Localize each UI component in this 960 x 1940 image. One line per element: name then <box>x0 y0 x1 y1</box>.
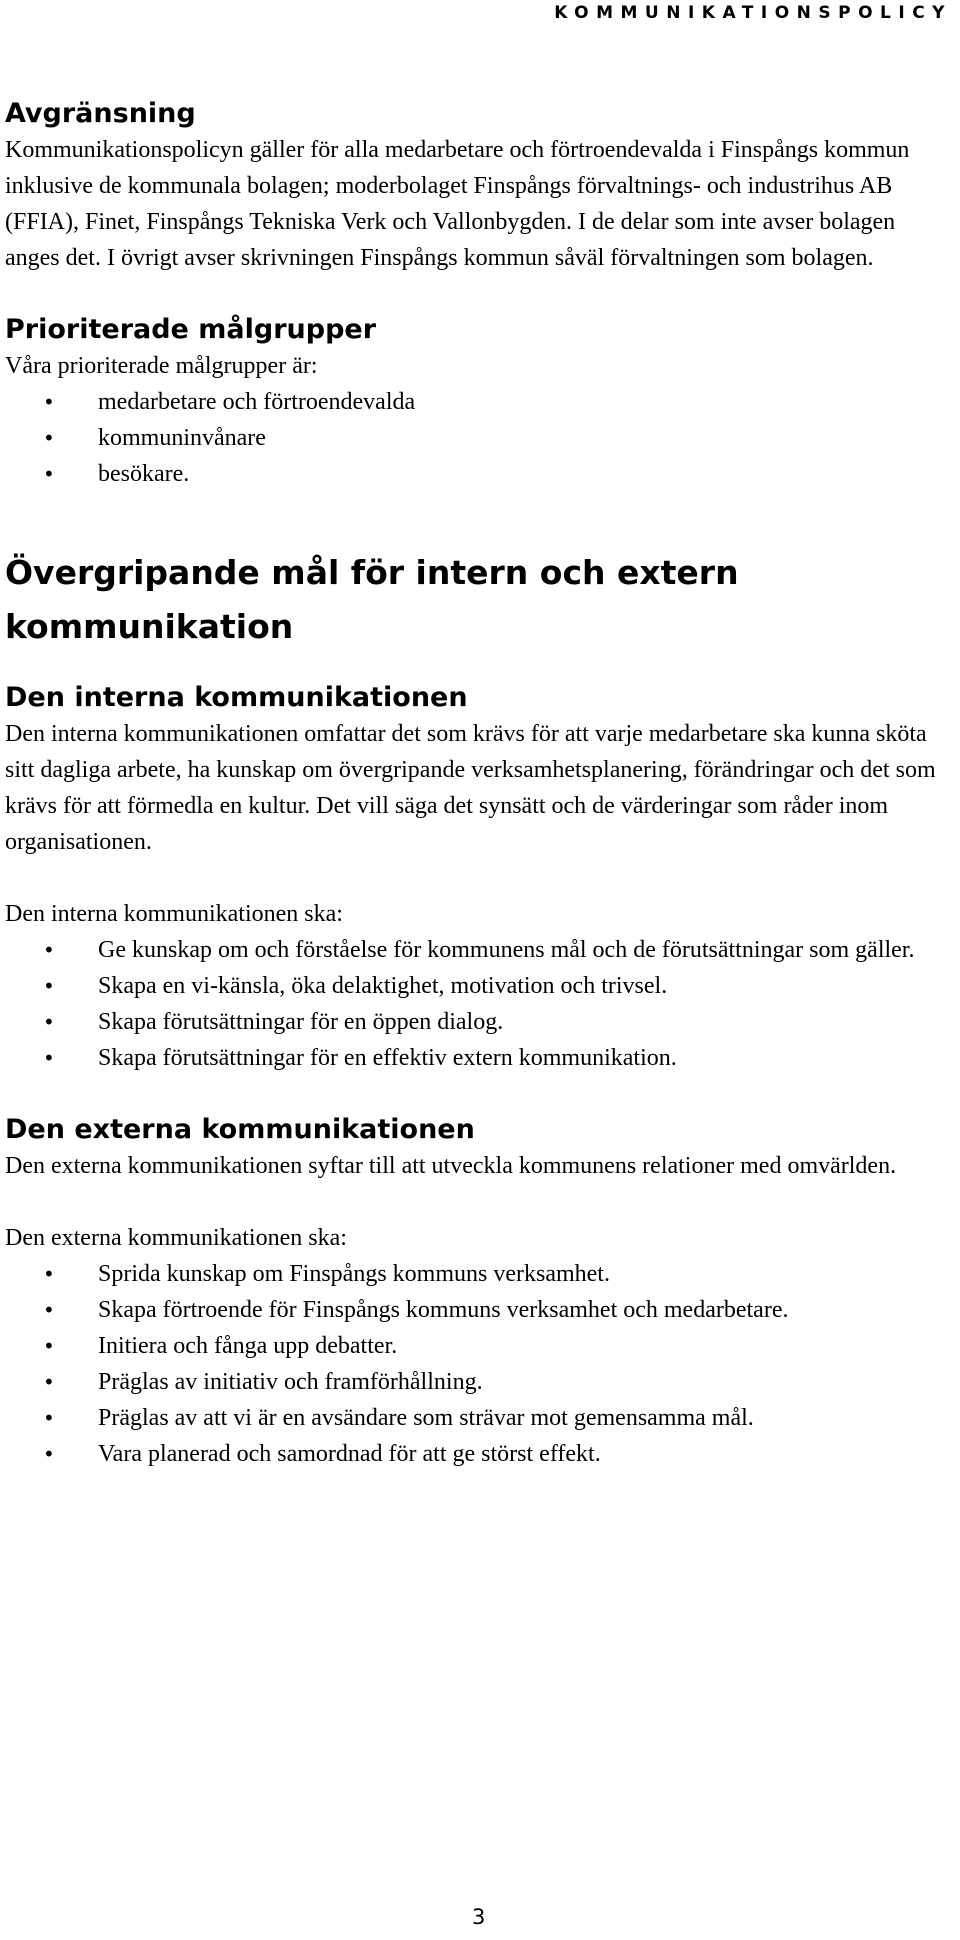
bullet-icon: • <box>43 1370 55 1394</box>
list-item <box>5 1400 955 1436</box>
malgrupper-intro: Våra prioriterade målgrupper är: <box>5 353 318 379</box>
list-item-text: medarbetare och förtroendevalda <box>98 389 416 415</box>
list-item <box>5 1292 955 1328</box>
section-heading-malgrupper: Prioriterade målgrupper <box>5 314 377 345</box>
section-heading-avgransning: Avgränsning <box>5 98 196 129</box>
bullet-icon: • <box>43 1010 55 1034</box>
bullet-icon: • <box>43 1442 55 1466</box>
list-item-text: Skapa en vi-känsla, öka delaktighet, motivation och trivsel. <box>98 973 668 999</box>
list-item-text: Präglas av att vi är en avsändare som strävar mot gemensamma mål. <box>98 1405 754 1431</box>
page-number: 3 <box>472 1905 486 1929</box>
intern-paragraph: Den interna kommunikationen omfattar det som krävs för att varje medarbetare ska kunna sköta sitt dagliga arbete, ha kunskap om övergripande verksamhetsplanering, förändringar och det som krävs för att förmedla en kultur. Det vill säga det synsätt och de värderingar som råder inom organisationen. <box>5 721 936 855</box>
list-item <box>5 420 955 456</box>
bullet-icon: • <box>43 1334 55 1358</box>
list-item-text: Skapa förutsättningar för en effektiv extern kommunikation. <box>98 1045 677 1071</box>
list-item <box>5 1364 955 1400</box>
bullet-icon: • <box>43 938 55 962</box>
malgrupper-list <box>5 384 955 492</box>
list-item <box>5 1256 955 1292</box>
list-item <box>5 932 955 968</box>
bullet-icon: • <box>43 1298 55 1322</box>
list-item-text: besökare. <box>98 461 190 487</box>
document-body <box>5 96 955 1472</box>
list-item <box>5 1004 955 1040</box>
bullet-icon: • <box>43 1262 55 1286</box>
section-heading-extern: Den externa kommunikationen <box>5 1114 475 1145</box>
running-header: KOMMUNIKATIONSPOLICY <box>554 3 952 23</box>
list-item-text: Ge kunskap om och förståelse för kommunens mål och de förutsättningar som gäller. <box>98 937 915 963</box>
bullet-icon: • <box>43 390 55 414</box>
bullet-icon: • <box>43 1406 55 1430</box>
list-item-text: Vara planerad och samordnad för att ge störst effekt. <box>98 1441 601 1467</box>
intern-intro: Den interna kommunikationen ska: <box>5 901 343 927</box>
list-item-text: kommuninvånare <box>98 425 266 451</box>
avgransning-paragraph: Kommunikationspolicyn gäller för alla medarbetare och förtroendevalda i Finspångs kommun inklusive de kommunala bolagen; moderbolaget Finspångs förvaltnings- och industrihus AB (FFIA), Finet, Finspångs Tekniska Verk och Vallonbygden. I de delar som inte avser bolagen anges det. I övrigt avser skrivningen Finspångs kommun såväl förvaltningen som bolagen. <box>5 137 910 271</box>
list-item <box>5 968 955 1004</box>
extern-paragraph: Den externa kommunikationen syftar till att utveckla kommunens relationer med omvärlden. <box>5 1153 897 1179</box>
bullet-icon: • <box>43 426 55 450</box>
bullet-icon: • <box>43 462 55 486</box>
extern-intro: Den externa kommunikationen ska: <box>5 1225 347 1251</box>
chapter-heading-overgripande: Övergripande mål för intern och extern kommunikation <box>5 553 739 646</box>
intern-list <box>5 932 955 1076</box>
list-item <box>5 456 955 492</box>
list-item <box>5 1328 955 1364</box>
bullet-icon: • <box>43 974 55 998</box>
list-item-text: Sprida kunskap om Finspångs kommuns verksamhet. <box>98 1261 610 1287</box>
extern-list <box>5 1256 955 1472</box>
list-item-text: Skapa förutsättningar för en öppen dialog. <box>98 1009 504 1035</box>
list-item <box>5 384 955 420</box>
list-item-text: Skapa förtroende för Finspångs kommuns verksamhet och medarbetare. <box>98 1297 789 1323</box>
bullet-icon: • <box>43 1046 55 1070</box>
list-item <box>5 1436 955 1472</box>
list-item <box>5 1040 955 1076</box>
section-heading-intern: Den interna kommunikationen <box>5 682 468 713</box>
list-item-text: Präglas av initiativ och framförhållning. <box>98 1369 483 1395</box>
list-item-text: Initiera och fånga upp debatter. <box>98 1333 398 1359</box>
